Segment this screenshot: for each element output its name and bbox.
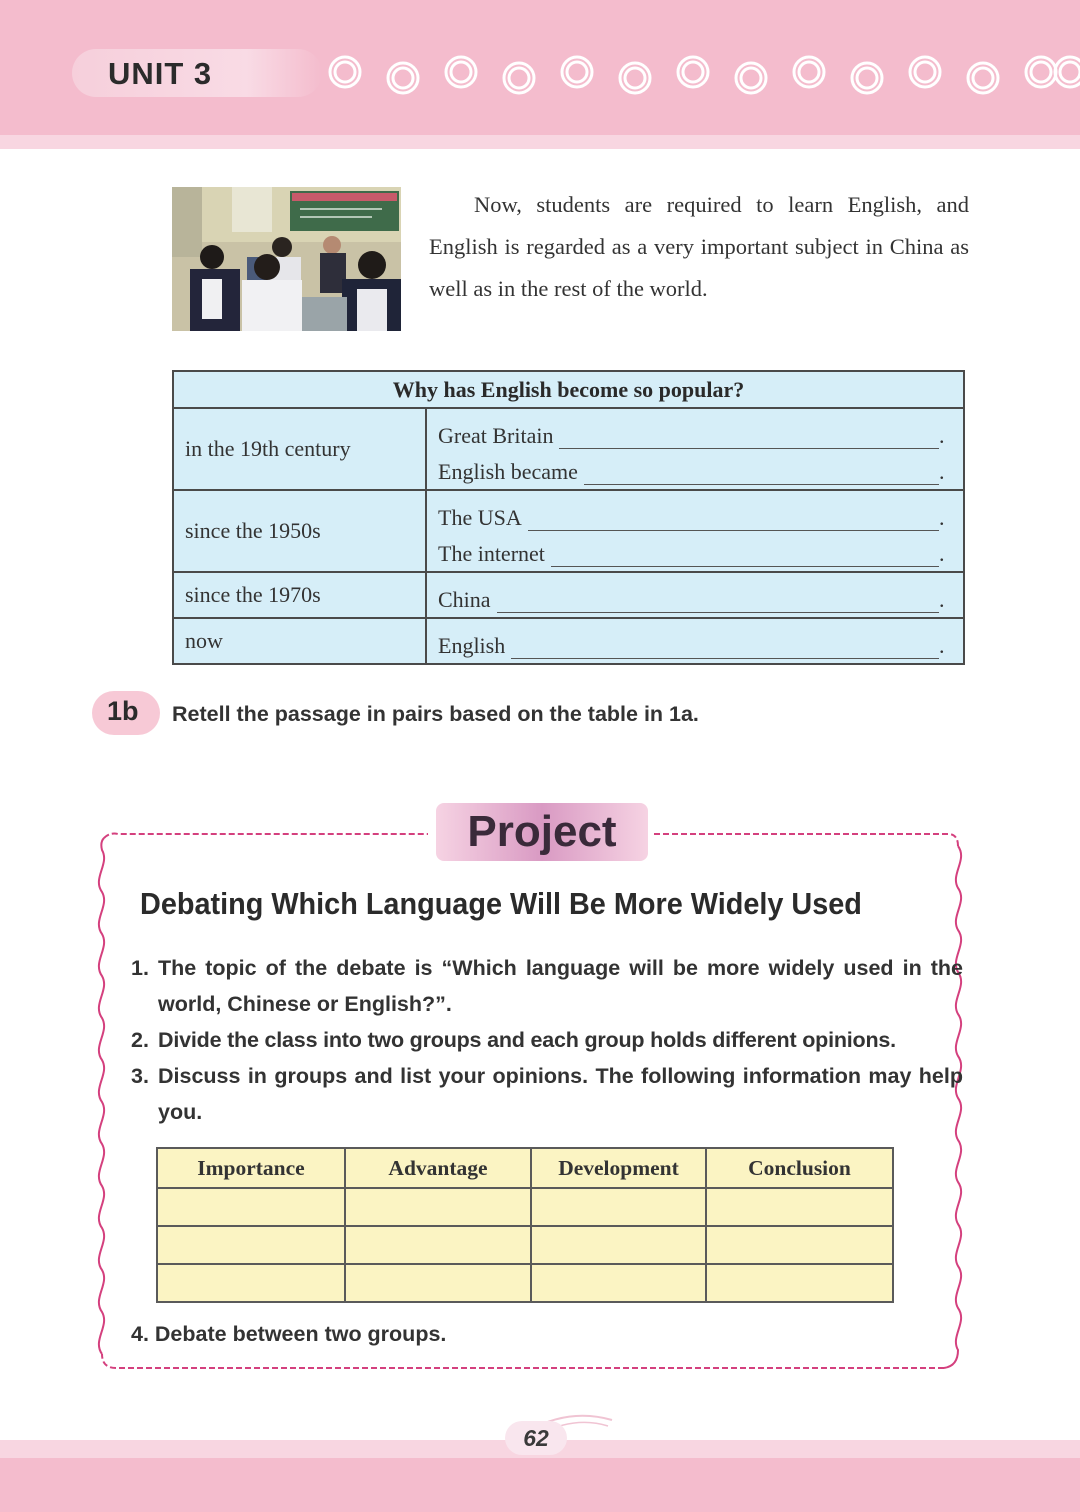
period-cell: since the 1950s [173,490,426,572]
blank-cell[interactable] [345,1264,531,1302]
task-badge-label: 1b [107,696,139,726]
step-number: 1. [131,956,149,980]
table-row [157,1226,893,1264]
step-3 [131,1058,963,1130]
step-number: 3. [131,1064,149,1088]
period-cell: in the 19th century [173,408,426,490]
period-cell: now [173,618,426,664]
step-text: Divide the class into two groups and each group holds different opinions. [158,1028,896,1052]
blank-cell[interactable] [706,1226,893,1264]
blank-cell[interactable] [345,1226,531,1264]
opinion-table [156,1147,894,1303]
blank-cell[interactable] [157,1226,345,1264]
unit-title: UNIT 3 [108,56,213,91]
decorative-rings [325,52,1080,102]
classroom-photo [172,187,401,331]
blank-cell[interactable] [531,1226,706,1264]
blank-cell[interactable] [531,1264,706,1302]
header-importance: Importance [157,1148,345,1188]
page-number: 62 [505,1421,567,1455]
prompts-cell: English . [426,618,964,664]
answer-blank[interactable] [511,635,939,659]
header-conclusion: Conclusion [706,1148,893,1188]
task-1b-instruction: Retell the passage in pairs based on the table in 1a. [172,702,699,726]
popularity-table [172,370,965,665]
answer-blank[interactable] [528,507,939,531]
table-row [157,1188,893,1226]
header-advantage: Advantage [345,1148,531,1188]
blank-cell[interactable] [531,1188,706,1226]
prompts-cell: China . [426,572,964,618]
step-number: 2. [131,1028,149,1052]
step-text: The topic of the debate is “Which language will be more widely used in the world, Chinese or English?”. [158,956,963,1016]
step-2 [131,1022,963,1058]
intro-text: Now, students are required to learn English, and English is regarded as a very important subject in China as well as in the rest of the world. [429,192,969,301]
prompts-cell: The USA . The internet . [426,490,964,572]
table-row [157,1264,893,1302]
prompt-label: English [438,633,506,658]
answer-blank[interactable] [559,425,939,449]
prompt-label: China [438,587,491,612]
answer-blank[interactable] [497,589,939,613]
header-strip [0,135,1080,149]
table-title: Why has English become so popular? [173,371,964,408]
project-steps [131,950,963,1130]
prompt-label: The USA [438,505,522,530]
prompt-label: The internet [438,541,545,566]
prompt-label: English became [438,459,578,484]
prompt-label: Great Britain [438,423,554,448]
answer-blank[interactable] [584,461,939,485]
blank-cell[interactable] [157,1188,345,1226]
project-label: Project [467,807,617,856]
step-4: 4. Debate between two groups. [131,1322,447,1346]
blank-cell[interactable] [157,1264,345,1302]
step-1 [131,950,963,1022]
header-development: Development [531,1148,706,1188]
blank-cell[interactable] [345,1188,531,1226]
answer-blank[interactable] [551,543,939,567]
prompts-cell: Great Britain . English became . [426,408,964,490]
period-cell: since the 1970s [173,572,426,618]
step-text: Discuss in groups and list your opinions. The following information may help you. [158,1064,963,1124]
intro-paragraph [429,184,969,310]
blank-cell[interactable] [706,1188,893,1226]
blank-cell[interactable] [706,1264,893,1302]
project-title: Debating Which Language Will Be More Widely Used [140,886,862,921]
